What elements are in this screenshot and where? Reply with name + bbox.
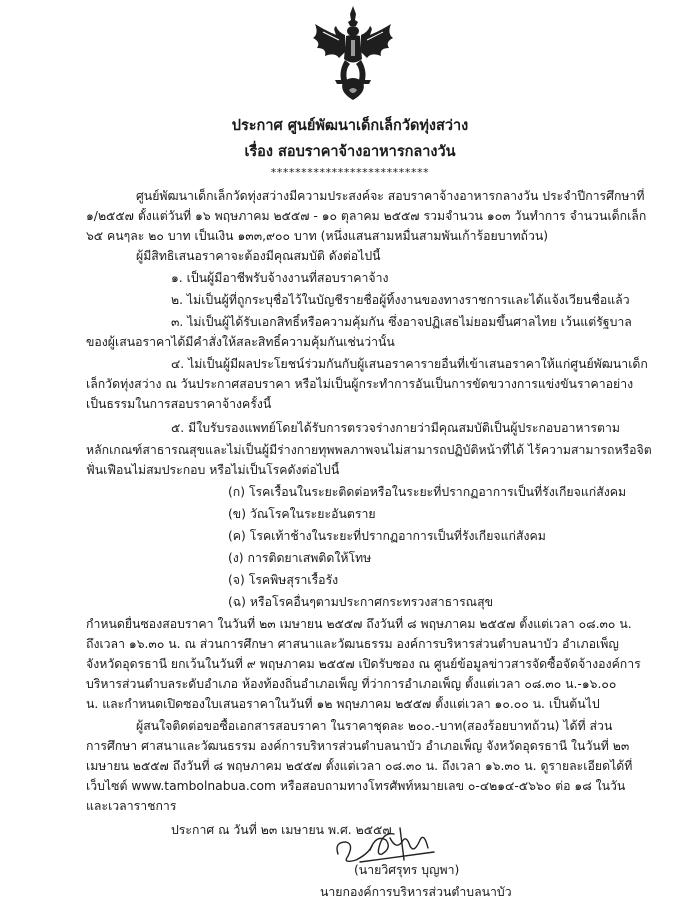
schedule-line: น. และกำหนดเปิดซองใบเสนอราคาในวันที่ ๑๒ พฤษภาคม ๒๕๕๗ ตั้งแต่เวลา ๑๐.๐๐ น. เป็นต้นไป xyxy=(86,697,600,711)
disease-item: (ข) วัณโรคในระยะอันตราย xyxy=(228,507,376,521)
schedule-line: จังหวัดอุดรธานี ยกเว้นในวันที่ ๙ พฤษภาคม ๒๕๕๗ เปิดรับซอง ณ ศูนย์ข้อมูลข่าวสารจัดซื้อจัดจ้างองค์การ xyxy=(86,657,641,671)
qualification-item-5-cont: ฟั่นเฟือนไม่สมประกอบ หรือไม่เป็นโรคดังต่อไปนี้ xyxy=(86,463,340,477)
intro-line-2: ๑/๒๕๕๗ ตั้งแต่วันที่ ๑๖ พฤษภาคม ๒๕๕๗ - ๑๐ ตุลาคม ๒๕๕๗ รวมจำนวน ๑๐๓ วันทำการ จำนวนเด็กเล็ก xyxy=(86,209,647,223)
signatory-name: (นายวิศรุทร บุญพา) xyxy=(354,863,460,877)
purchase-line: เมษายน ๒๕๕๗ ถึงวันที่ ๘ พฤษภาคม ๒๕๕๗ ตั้งแต่เวลา ๐๘.๓๐ น. ถึงเวลา ๑๖.๓๐ น. ดูรายละเอียดได้ที่ xyxy=(86,759,633,773)
qualification-item-5-cont: หลักเกณฑ์สาธารณสุขและไม่เป็นผู้มีร่างกายทุพพลภาพจนไม่สามารถปฏิบัติหน้าที่ได้ ไร้ความสามารถหรือจิต xyxy=(86,443,652,457)
disease-item: (ค) โรคเท้าช้างในระยะที่ปรากฏอาการเป็นที่รังเกียจแก่สังคม xyxy=(228,529,546,543)
schedule-line: บริหารส่วนตำบลระดับอำเภอ ห้องท้องถิ่นอำเภอเพ็ญ ที่ว่าการอำเภอเพ็ญ ตั้งแต่เวลา ๐๘.๓๐ น.-๑๖.๐๐ xyxy=(86,677,617,691)
purchase-line: การศึกษา ศาสนาและวัฒนธรรม องค์การบริหารส่วนตำบลนาบัว อำเภอเพ็ญ จังหวัดอุดรธานี ในวันที่ ๒๓ xyxy=(86,739,630,753)
purchase-line: และเวลาราชการ xyxy=(86,799,177,813)
disease-item: (ก) โรคเรื้อนในระยะติดต่อหรือในระยะที่ปรากฏอาการเป็นที่รังเกียจแก่สังคม xyxy=(228,485,627,499)
announcement-title: ประกาศ ศูนย์พัฒนาเด็กเล็กวัดทุ่งสว่าง xyxy=(231,118,469,134)
qualification-item-3-cont: ของผู้เสนอราคาได้มีคำสั่งให้สละสิทธิ์ความคุ้มกันเช่นว่านั้น xyxy=(86,335,395,349)
purchase-line: ผู้สนใจติดต่อขอซื้อเอกสารสอบราคา ในราคาชุดละ ๒๐๐.-บาท(สองร้อยบาทถ้วน) ได้ที่ ส่วน xyxy=(136,719,613,733)
qualification-item-5: ๕. มีใบรับรองแพทย์โดยได้รับการตรวจร่างกายว่ามีคุณสมบัติเป็นผู้ประกอบอาหารตาม xyxy=(171,421,621,435)
schedule-line: ถึงเวลา ๑๖.๓๐ น. ณ ส่วนการศึกษา ศาสนาและวัฒนธรรม องค์การบริหารส่วนตำบลนาบัว อำเภอเพ็ญ xyxy=(86,637,619,651)
disease-item: (ฉ) หรือโรคอื่นๆตามประกาศกระทรวงสาธารณสุข xyxy=(228,595,493,609)
disease-item: (จ) โรคพิษสุราเรื้อรัง xyxy=(228,573,339,587)
qualification-item-2: ๒. ไม่เป็นผู้ที่ถูกระบุชื่อไว้ในบัญชีรายชื่อผู้ทิ้งงานของทางราชการและได้แจ้งเวียนชื่อแล้ว xyxy=(171,293,630,307)
announcement-date: ประกาศ ณ วันที่ ๒๓ เมษายน พ.ศ. ๒๕๕๗ xyxy=(171,823,392,837)
garuda-emblem-icon xyxy=(305,4,401,104)
qualification-item-4-cont: เล็กวัดทุ่งสว่าง ณ วันประกาศสอบราคา หรือไม่เป็นผู้กระทำการอันเป็นการขัดขวางการแข่งขันราคาอย่าง xyxy=(86,377,634,391)
intro-line-1: ศูนย์พัฒนาเด็กเล็กวัดทุ่งสว่างมีความประสงค์จะ สอบราคาจ้างอาหารกลางวัน ประจำปีการศึกษาที่ xyxy=(136,189,645,203)
qualification-item-4-cont: เป็นธรรมในการสอบราคาจ้างครั้งนี้ xyxy=(86,397,272,411)
qualification-item-1: ๑. เป็นผู้มีอาชีพรับจ้างงานที่สอบราคาจ้าง xyxy=(171,271,389,285)
purchase-line: เว็บไซต์ www.tambolnabua.com หรือสอบถามทางโทรศัพท์หมายเลข ๐-๔๒๑๔-๕๖๖๐ ต่อ ๑๘ ในวัน xyxy=(86,779,626,793)
schedule-line: กำหนดยื่นซองสอบราคา ในวันที่ ๒๓ เมษายน ๒๕๕๗ ถึงวันที่ ๘ พฤษภาคม ๒๕๕๗ ตั้งแต่เวลา ๐๘.๓๐ น. xyxy=(86,617,632,631)
title-divider: ************************** xyxy=(270,166,430,179)
qualification-item-3: ๓. ไม่เป็นผู้ได้รับเอกสิทธิ์หรือความคุ้มกัน ซึ่งอาจปฏิเสธไม่ยอมขึ้นศาลไทย เว้นแต่รัฐบาล xyxy=(171,315,632,329)
disease-item: (ง) การติดยาเสพติดให้โทษ xyxy=(228,551,372,565)
signatory-position: นายกองค์การบริหารส่วนตำบลนาบัว xyxy=(320,885,512,899)
intro-line-3: ๖๕ คนๆละ ๒๐ บาท เป็นเงิน ๑๓๓,๙๐๐ บาท (หนึ่งแสนสามหมื่นสามพันเก้าร้อยบาทถ้วน) xyxy=(86,229,549,243)
qualification-item-4: ๔. ไม่เป็นผู้มีผลประโยชน์ร่วมกันกับผู้เสนอราคารายอื่นที่เข้าเสนอราคาให้แก่ศูนย์พัฒนาเด็ก xyxy=(171,357,648,371)
qualification-heading: ผู้มีสิทธิเสนอราคาจะต้องมีคุณสมบัติ ดังต่อไปนี้ xyxy=(136,249,381,263)
announcement-subject: เรื่อง สอบราคาจ้างอาหารกลางวัน xyxy=(244,144,456,160)
